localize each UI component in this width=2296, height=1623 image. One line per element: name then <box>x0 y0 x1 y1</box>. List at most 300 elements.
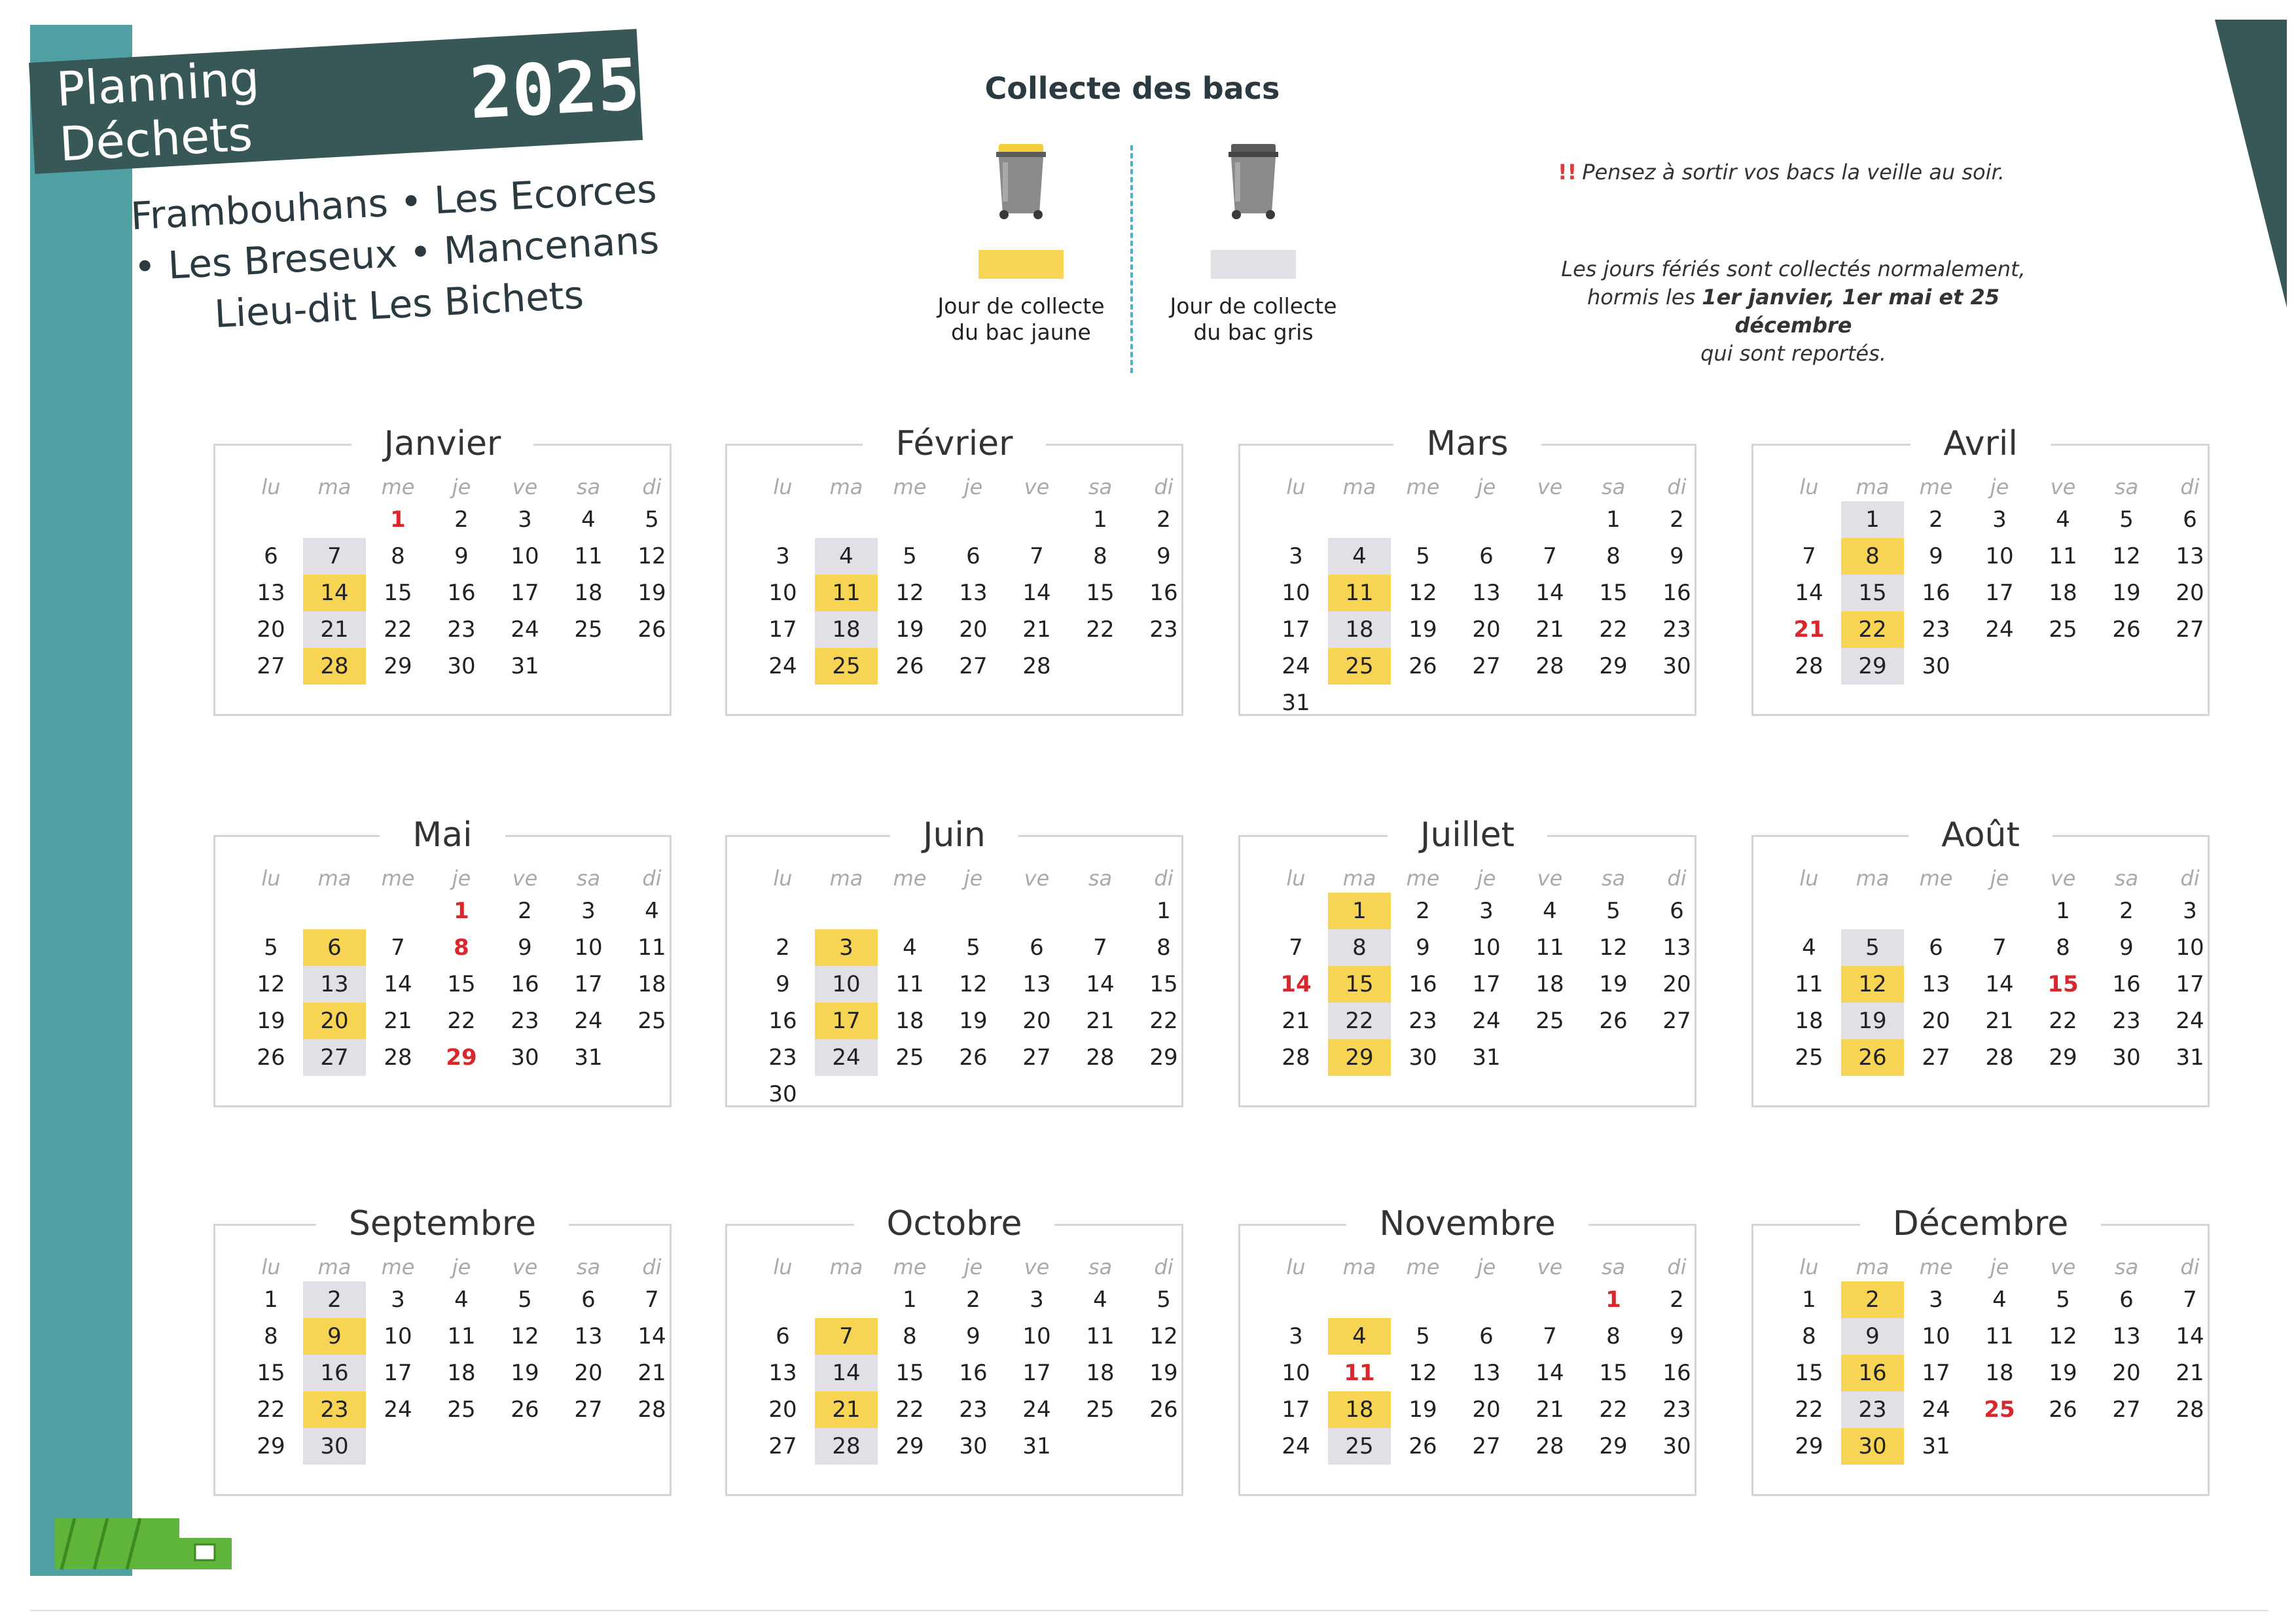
day-cell: 17 <box>384 1360 412 1386</box>
day-cell: 12 <box>895 580 924 606</box>
day-cell: 24 <box>768 653 797 679</box>
day-cell: 24 <box>1282 1433 1310 1459</box>
day-cell: 5 <box>1606 898 1621 924</box>
month-name: Avril <box>1910 424 2051 463</box>
day-cell: 28 <box>637 1397 666 1423</box>
day-cell: 17 <box>2176 971 2204 997</box>
day-cell: 27 <box>574 1397 603 1423</box>
day-cell: 17 <box>574 971 603 997</box>
day-cell: 1 <box>1802 1287 1816 1313</box>
day-cell: 15 <box>1149 971 1178 997</box>
weekday-header: ma <box>317 1255 351 1279</box>
empty-cell <box>751 1281 814 1318</box>
day-cell: 19 <box>959 1008 988 1034</box>
yellow-collection-day: 15 <box>1328 966 1391 1003</box>
day-cell: 23 <box>2112 1008 2141 1034</box>
holiday-day: 25 <box>1984 1397 2015 1423</box>
day-grid <box>751 864 1178 1113</box>
day-cell: 9 <box>1670 1323 1684 1349</box>
weekday-header: ve <box>1537 866 1563 891</box>
day-grid <box>240 864 666 1076</box>
day-cell: 3 <box>776 543 790 569</box>
weekday-header: me <box>893 866 927 891</box>
weekday-header: sa <box>576 1255 601 1279</box>
day-cell: 22 <box>447 1008 476 1034</box>
day-cell: 5 <box>2119 507 2134 533</box>
yellow-collection-day: 11 <box>815 575 878 611</box>
day-cell: 8 <box>1802 1323 1816 1349</box>
grey-collection-day: 27 <box>303 1039 366 1076</box>
weekday-header: sa <box>576 474 601 499</box>
day-cell: 19 <box>895 616 924 643</box>
weekday-header: sa <box>2114 1255 2139 1279</box>
day-cell: 15 <box>895 1360 924 1386</box>
day-cell: 16 <box>1662 580 1691 606</box>
day-cell: 15 <box>257 1360 285 1386</box>
day-cell: 12 <box>257 971 285 997</box>
yellow-swatch <box>978 250 1064 279</box>
month-mai <box>213 815 672 1107</box>
empty-cell <box>240 501 302 538</box>
day-cell: 30 <box>1662 653 1691 679</box>
day-cell: 19 <box>1408 616 1437 643</box>
weekday-header: ve <box>1537 1255 1563 1279</box>
day-cell: 27 <box>1922 1044 1950 1071</box>
day-cell: 27 <box>1022 1044 1051 1071</box>
yellow-collection-day: 18 <box>1328 1391 1391 1428</box>
legend-divider <box>1130 145 1133 373</box>
day-cell: 12 <box>2112 543 2141 569</box>
day-cell: 15 <box>384 580 412 606</box>
day-cell: 18 <box>2049 580 2077 606</box>
day-cell: 6 <box>1479 543 1494 569</box>
day-cell: 22 <box>1149 1008 1178 1034</box>
weekday-header: di <box>1667 866 1687 891</box>
holiday-day: 1 <box>390 507 406 533</box>
weekday-header: je <box>1990 866 2009 891</box>
day-cell: 3 <box>1992 507 2007 533</box>
day-cell: 18 <box>1535 971 1564 997</box>
grey-bin-icon <box>1227 144 1280 220</box>
day-cell: 20 <box>2176 580 2204 606</box>
day-cell: 25 <box>1795 1044 1823 1071</box>
day-cell: 11 <box>1985 1323 2014 1349</box>
day-cell: 31 <box>574 1044 603 1071</box>
day-cell: 5 <box>966 935 980 961</box>
day-cell: 8 <box>1606 1323 1621 1349</box>
day-cell: 14 <box>1086 971 1115 997</box>
day-cell: 16 <box>1149 580 1178 606</box>
yellow-collection-day: 29 <box>1328 1039 1391 1076</box>
legend-yellow <box>923 144 1119 346</box>
day-cell: 21 <box>1086 1008 1115 1034</box>
day-grid <box>1265 864 1691 1076</box>
weekday-header: sa <box>1601 474 1626 499</box>
weekday-header: ma <box>829 1255 863 1279</box>
day-cell: 7 <box>1030 543 1044 569</box>
yellow-collection-day: 23 <box>303 1391 366 1428</box>
day-cell: 3 <box>1289 543 1303 569</box>
day-cell: 24 <box>1022 1397 1051 1423</box>
weekday-header: ma <box>1856 1255 1890 1279</box>
empty-cell <box>815 1281 878 1318</box>
weekday-header: sa <box>1088 866 1113 891</box>
day-cell: 16 <box>1408 971 1437 997</box>
empty-cell <box>751 893 814 929</box>
day-cell: 12 <box>2049 1323 2077 1349</box>
weekday-header: lu <box>1799 866 1819 891</box>
empty-cell <box>1518 501 1581 538</box>
grey-collection-day: 21 <box>303 611 366 648</box>
weekday-header: lu <box>773 1255 793 1279</box>
day-cell: 4 <box>1992 1287 2007 1313</box>
day-cell: 23 <box>511 1008 539 1034</box>
day-cell: 27 <box>2176 616 2204 643</box>
empty-cell <box>1778 501 1840 538</box>
day-cell: 14 <box>637 1323 666 1349</box>
empty-cell <box>1391 1281 1454 1318</box>
day-cell: 29 <box>384 653 412 679</box>
yellow-collection-day: 25 <box>1328 648 1391 685</box>
day-cell: 5 <box>903 543 917 569</box>
empty-cell <box>303 893 366 929</box>
day-grid <box>1265 1253 1691 1465</box>
day-cell: 9 <box>776 971 790 997</box>
day-grid <box>240 473 666 685</box>
holiday-day: 1 <box>454 898 469 924</box>
day-cell: 26 <box>1599 1008 1628 1034</box>
weekday-header: lu <box>1799 474 1819 499</box>
day-cell: 23 <box>1149 616 1178 643</box>
grey-collection-day: 13 <box>303 966 366 1003</box>
month-name: Janvier <box>351 424 534 463</box>
month-name: Mars <box>1393 424 1541 463</box>
weekday-header: sa <box>2114 866 2139 891</box>
day-cell: 21 <box>1282 1008 1310 1034</box>
day-cell: 20 <box>1472 1397 1501 1423</box>
yellow-collection-day: 2 <box>1841 1281 1904 1318</box>
day-cell: 22 <box>895 1397 924 1423</box>
weekday-header: lu <box>261 866 281 891</box>
day-cell: 20 <box>768 1397 797 1423</box>
day-cell: 6 <box>581 1287 596 1313</box>
empty-cell <box>751 501 814 538</box>
day-cell: 30 <box>1922 653 1950 679</box>
day-cell: 3 <box>1929 1287 1943 1313</box>
empty-cell <box>1455 1281 1518 1318</box>
day-cell: 2 <box>1929 507 1943 533</box>
day-cell: 31 <box>511 653 539 679</box>
communes-list <box>124 163 668 344</box>
day-cell: 13 <box>959 580 988 606</box>
day-cell: 31 <box>1282 690 1310 716</box>
weekday-header: di <box>642 866 662 891</box>
month-septembre <box>213 1204 672 1496</box>
day-cell: 25 <box>895 1044 924 1071</box>
day-cell: 15 <box>1599 1360 1628 1386</box>
yellow-collection-day: 4 <box>1328 1318 1391 1355</box>
day-cell: 5 <box>264 935 278 961</box>
day-cell: 8 <box>1093 543 1107 569</box>
day-cell: 23 <box>1408 1008 1437 1034</box>
communes-line-2: • Les Breseux • Mancenans <box>132 217 660 290</box>
weekday-header: lu <box>1286 1255 1306 1279</box>
day-cell: 17 <box>511 580 539 606</box>
day-cell: 23 <box>1922 616 1950 643</box>
day-cell: 3 <box>518 507 532 533</box>
weekday-header: sa <box>1088 1255 1113 1279</box>
day-cell: 14 <box>2176 1323 2204 1349</box>
day-cell: 13 <box>1472 580 1501 606</box>
day-cell: 17 <box>1472 971 1501 997</box>
day-cell: 21 <box>2176 1360 2204 1386</box>
day-cell: 25 <box>1535 1008 1564 1034</box>
empty-cell <box>815 501 878 538</box>
empty-cell <box>1968 893 2031 929</box>
day-cell: 18 <box>1086 1360 1115 1386</box>
grey-collection-day: 1 <box>1841 501 1904 538</box>
day-cell: 26 <box>1408 1433 1437 1459</box>
weekday-header: me <box>1406 474 1440 499</box>
weekday-header: lu <box>1286 474 1306 499</box>
footer-line <box>30 1610 2269 1611</box>
weekday-header: me <box>381 1255 415 1279</box>
day-cell: 24 <box>2176 1008 2204 1034</box>
day-cell: 10 <box>574 935 603 961</box>
day-grid <box>1265 473 1691 721</box>
weekday-header: sa <box>576 866 601 891</box>
grey-collection-day: 18 <box>1328 611 1391 648</box>
yellow-collection-day: 17 <box>815 1003 878 1039</box>
day-cell: 12 <box>959 971 988 997</box>
yellow-label-2: du bac jaune <box>951 319 1091 345</box>
empty-cell <box>1005 501 1068 538</box>
weekday-header: sa <box>1088 474 1113 499</box>
day-cell: 11 <box>1795 971 1823 997</box>
yellow-collection-day: 26 <box>1841 1039 1904 1076</box>
weekday-header: di <box>1667 474 1687 499</box>
day-cell: 7 <box>1802 543 1816 569</box>
yellow-collection-day: 30 <box>1841 1428 1904 1465</box>
day-cell: 5 <box>645 507 659 533</box>
holiday-day: 21 <box>1793 616 1825 643</box>
day-cell: 15 <box>1599 580 1628 606</box>
day-cell: 17 <box>1282 1397 1310 1423</box>
weekday-header: ve <box>1024 474 1050 499</box>
empty-cell <box>1391 501 1454 538</box>
day-cell: 19 <box>2049 1360 2077 1386</box>
holiday-notice <box>1525 255 2062 368</box>
empty-cell <box>942 893 1005 929</box>
weekday-header: di <box>642 1255 662 1279</box>
day-cell: 12 <box>1599 935 1628 961</box>
day-cell: 19 <box>1408 1397 1437 1423</box>
day-cell: 17 <box>1022 1360 1051 1386</box>
weekday-header: je <box>1477 1255 1496 1279</box>
day-cell: 10 <box>384 1323 412 1349</box>
empty-cell <box>1265 893 1327 929</box>
day-cell: 6 <box>1479 1323 1494 1349</box>
weekday-header: ve <box>2050 1255 2076 1279</box>
weekday-header: ma <box>1856 474 1890 499</box>
day-cell: 29 <box>1599 1433 1628 1459</box>
weekday-header: lu <box>1799 1255 1819 1279</box>
day-cell: 17 <box>1922 1360 1950 1386</box>
day-cell: 23 <box>447 616 476 643</box>
yellow-collection-day: 14 <box>303 575 366 611</box>
day-cell: 17 <box>1282 616 1310 643</box>
day-cell: 29 <box>257 1433 285 1459</box>
day-cell: 29 <box>1795 1433 1823 1459</box>
day-cell: 6 <box>966 543 980 569</box>
day-cell: 29 <box>2049 1044 2077 1071</box>
warning-icon: !! <box>1558 160 1577 185</box>
weekday-header: je <box>963 866 983 891</box>
day-cell: 9 <box>966 1323 980 1349</box>
day-cell: 20 <box>1922 1008 1950 1034</box>
day-cell: 14 <box>384 971 412 997</box>
grey-collection-day: 22 <box>1328 1003 1391 1039</box>
day-cell: 2 <box>1670 507 1684 533</box>
day-cell: 26 <box>637 616 666 643</box>
day-cell: 29 <box>1149 1044 1178 1071</box>
day-cell: 22 <box>1086 616 1115 643</box>
weekday-header: ve <box>2050 866 2076 891</box>
empty-cell <box>367 893 429 929</box>
day-cell: 11 <box>1535 935 1564 961</box>
month-name: Mai <box>380 815 505 855</box>
day-cell: 3 <box>1479 898 1494 924</box>
day-cell: 9 <box>1416 935 1430 961</box>
day-cell: 30 <box>447 653 476 679</box>
weekday-header: ve <box>2050 474 2076 499</box>
empty-cell <box>1265 501 1327 538</box>
day-cell: 30 <box>959 1433 988 1459</box>
day-cell: 13 <box>768 1360 797 1386</box>
day-cell: 23 <box>1662 1397 1691 1423</box>
day-cell: 27 <box>1662 1008 1691 1034</box>
day-cell: 3 <box>391 1287 405 1313</box>
day-cell: 13 <box>574 1323 603 1349</box>
day-cell: 8 <box>1606 543 1621 569</box>
day-cell: 25 <box>637 1008 666 1034</box>
day-cell: 21 <box>637 1360 666 1386</box>
day-cell: 23 <box>768 1044 797 1071</box>
garbage-truck-icon <box>55 1512 238 1577</box>
day-cell: 4 <box>1093 1287 1107 1313</box>
day-cell: 5 <box>518 1287 532 1313</box>
weekday-header: ma <box>1342 866 1376 891</box>
weekday-header: lu <box>261 474 281 499</box>
weekday-header: lu <box>773 866 793 891</box>
day-cell: 12 <box>637 543 666 569</box>
empty-cell <box>1518 1281 1581 1318</box>
day-cell: 29 <box>1599 653 1628 679</box>
day-cell: 24 <box>384 1397 412 1423</box>
day-cell: 6 <box>1929 935 1943 961</box>
day-cell: 2 <box>776 935 790 961</box>
empty-cell <box>1328 501 1391 538</box>
legend-title: Collecte des bacs <box>984 71 1280 106</box>
day-cell: 27 <box>959 653 988 679</box>
day-cell: 13 <box>1022 971 1051 997</box>
day-cell: 4 <box>581 507 596 533</box>
yellow-collection-day: 20 <box>303 1003 366 1039</box>
day-cell: 6 <box>264 543 278 569</box>
yellow-collection-day: 9 <box>303 1318 366 1355</box>
day-cell: 7 <box>1543 1323 1557 1349</box>
weekday-header: lu <box>1286 866 1306 891</box>
weekday-header: je <box>963 1255 983 1279</box>
day-cell: 4 <box>1543 898 1557 924</box>
day-cell: 24 <box>1472 1008 1501 1034</box>
day-cell: 21 <box>384 1008 412 1034</box>
day-cell: 5 <box>2056 1287 2070 1313</box>
grey-collection-day: 28 <box>815 1428 878 1465</box>
day-cell: 2 <box>1416 898 1430 924</box>
grey-collection-day: 30 <box>303 1428 366 1465</box>
weekday-header: je <box>452 1255 471 1279</box>
empty-cell <box>878 893 941 929</box>
day-cell: 7 <box>1289 935 1303 961</box>
day-cell: 3 <box>1289 1323 1303 1349</box>
grey-collection-day: 18 <box>815 611 878 648</box>
day-cell: 11 <box>895 971 924 997</box>
month-name: Août <box>1909 815 2053 855</box>
day-cell: 28 <box>1795 653 1823 679</box>
day-cell: 13 <box>257 580 285 606</box>
day-cell: 14 <box>1535 580 1564 606</box>
empty-cell <box>1455 501 1518 538</box>
holiday-day: 8 <box>454 935 469 961</box>
yellow-collection-day: 28 <box>303 648 366 685</box>
weekday-header: di <box>1154 1255 1174 1279</box>
day-cell: 8 <box>264 1323 278 1349</box>
day-cell: 1 <box>903 1287 917 1313</box>
day-cell: 18 <box>447 1360 476 1386</box>
day-cell: 22 <box>1795 1397 1823 1423</box>
reminder-text: Pensez à sortir vos bacs la veille au soir. <box>1582 160 2005 185</box>
day-cell: 26 <box>895 653 924 679</box>
grey-collection-day: 4 <box>1328 538 1391 575</box>
grey-collection-day: 16 <box>303 1355 366 1391</box>
month-name: Février <box>863 424 1045 463</box>
grey-collection-day: 8 <box>1328 929 1391 966</box>
weekday-header: me <box>1406 866 1440 891</box>
day-cell: 21 <box>1535 1397 1564 1423</box>
day-cell: 9 <box>2119 935 2134 961</box>
day-cell: 3 <box>2183 898 2197 924</box>
day-cell: 26 <box>257 1044 285 1071</box>
day-cell: 25 <box>2049 616 2077 643</box>
left-decorative-band <box>30 25 132 1576</box>
weekday-header: je <box>1990 474 2009 499</box>
day-cell: 9 <box>518 935 532 961</box>
day-cell: 31 <box>1472 1044 1501 1071</box>
day-cell: 17 <box>768 616 797 643</box>
day-cell: 16 <box>768 1008 797 1034</box>
weekday-header: lu <box>773 474 793 499</box>
weekday-header: di <box>2180 474 2200 499</box>
month-novembre <box>1238 1204 1696 1496</box>
empty-cell <box>1778 893 1840 929</box>
weekday-header: me <box>1919 474 1953 499</box>
day-cell: 10 <box>1985 543 2014 569</box>
month-name: Décembre <box>1860 1204 2102 1243</box>
holiday-day: 14 <box>1280 971 1312 997</box>
grey-label-2: du bac gris <box>1193 319 1314 345</box>
day-cell: 3 <box>1030 1287 1044 1313</box>
